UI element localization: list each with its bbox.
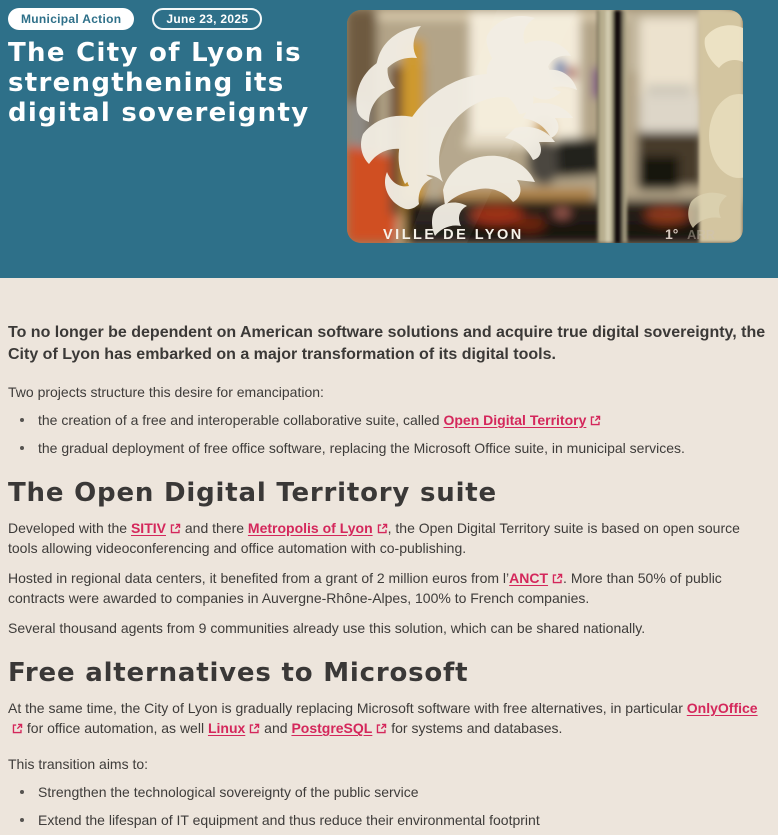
external-link-icon bbox=[377, 523, 388, 534]
article-body bbox=[0, 322, 778, 830]
arrondissement-number-text: 1° bbox=[665, 226, 679, 242]
list-item-text: Strengthen the technological sovereignty of the public service bbox=[38, 784, 419, 800]
external-link-icon bbox=[376, 723, 387, 734]
external-link-icon bbox=[12, 723, 23, 734]
link-postgresql[interactable]: PostgreSQL bbox=[291, 720, 387, 736]
intro-paragraph: To no longer be dependent on American software solutions and acquire true digital sovereignty, the City of Lyon has embarked on a major transformation of its digital tools. bbox=[8, 324, 766, 363]
link-open-digital-territory[interactable]: Open Digital Territory bbox=[443, 412, 601, 428]
paragraph: Several thousand agents from 9 communities already use this solution, which can be shared nationally. bbox=[8, 620, 646, 636]
external-link-icon bbox=[170, 523, 181, 534]
category-badge[interactable]: Municipal Action bbox=[8, 8, 134, 30]
external-link-icon bbox=[552, 573, 563, 584]
section-heading-open-digital-territory: The Open Digital Territory suite bbox=[8, 478, 497, 508]
arrondissement-label-text: ARR bbox=[687, 227, 716, 242]
office-scene bbox=[347, 10, 743, 243]
badge-row bbox=[8, 8, 262, 30]
list-item-text: the creation of a free and interoperable collaborative suite, called Open Digital Territory bbox=[38, 412, 601, 428]
paragraph: Developed with the SITIV and there Metropolis of Lyon , the Open Digital Territory suite is based on open source tools allowing videoconferencing and office automation with co-publishing. bbox=[8, 520, 740, 556]
list-item bbox=[8, 438, 770, 458]
hero-image bbox=[347, 10, 743, 243]
aims-list bbox=[8, 782, 770, 830]
date-badge: June 23, 2025 bbox=[152, 8, 262, 30]
link-metropolis-of-lyon[interactable]: Metropolis of Lyon bbox=[248, 520, 388, 536]
article-header bbox=[0, 0, 778, 278]
link-anct[interactable]: ANCT bbox=[509, 570, 563, 586]
transition-aims-paragraph: This transition aims to: bbox=[8, 756, 149, 772]
link-sitiv[interactable]: SITIV bbox=[131, 520, 181, 536]
list-item-text: the gradual deployment of free office software, replacing the Microsoft Office suite, in municipal services. bbox=[38, 440, 685, 456]
list-item bbox=[8, 410, 770, 430]
section-heading-free-alternatives: Free alternatives to Microsoft bbox=[8, 658, 469, 688]
external-link-icon bbox=[249, 723, 260, 734]
projects-list bbox=[8, 410, 770, 458]
page-title: The City of Lyon is strengthening its digital sovereignty bbox=[8, 38, 310, 128]
lede-paragraph: Two projects structure this desire for emancipation: bbox=[8, 384, 324, 400]
list-item bbox=[8, 810, 770, 830]
link-onlyoffice[interactable]: OnlyOffice bbox=[8, 700, 758, 736]
external-link-icon bbox=[590, 415, 601, 426]
link-linux[interactable]: Linux bbox=[208, 720, 260, 736]
ville-de-lyon-text: VILLE DE LYON bbox=[383, 227, 524, 243]
glass-door-frame bbox=[597, 10, 627, 243]
list-item-text: Extend the lifespan of IT equipment and thus reduce their environmental footprint bbox=[38, 812, 540, 828]
paragraph: Hosted in regional data centers, it benefited from a grant of 2 million euros from l’ANCT . More than 50% of public contracts were awarded to companies in Auvergne-Rhône-Alpes, 100% to French companies. bbox=[8, 570, 722, 606]
list-item bbox=[8, 782, 770, 802]
paragraph: At the same time, the City of Lyon is gradually replacing Microsoft software with free alternatives, in particular OnlyOffice for office automation, as well Linux and PostgreSQL for systems and databases. bbox=[8, 700, 758, 736]
